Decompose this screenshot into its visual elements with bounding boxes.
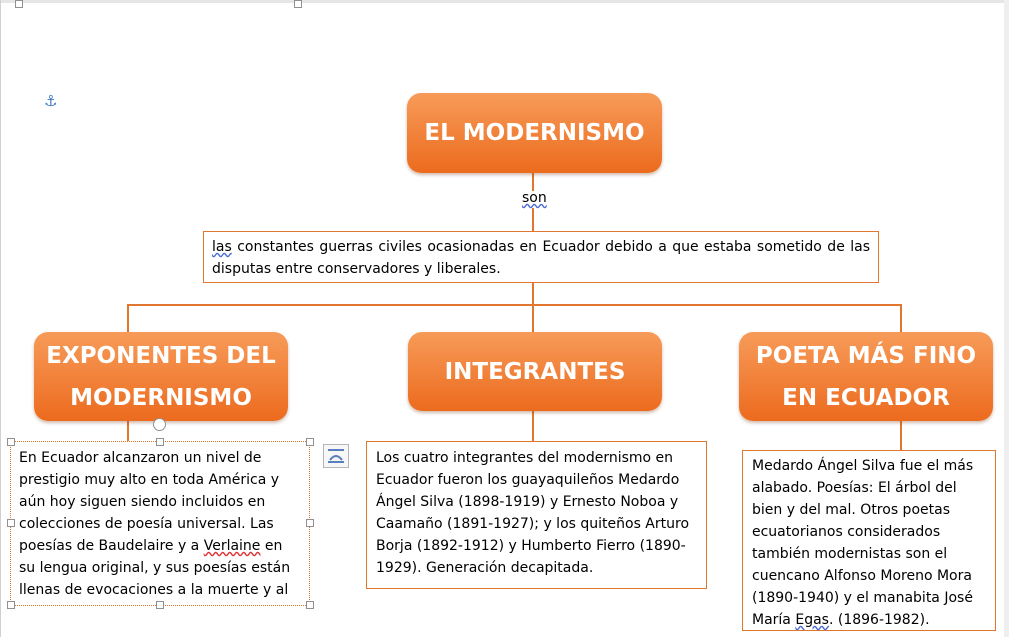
connector-horizontal: [127, 304, 902, 306]
exponentes-heading-line1: EXPONENTES DEL: [46, 342, 276, 369]
resize-handle-bottom-right[interactable]: [306, 601, 314, 609]
integrantes-box[interactable]: [408, 332, 662, 411]
connector-exponentes-text: [127, 420, 129, 441]
anchor-icon[interactable]: ⚓: [44, 92, 58, 110]
resize-handle-top-left[interactable]: [7, 438, 15, 446]
connector-to-exponentes: [127, 304, 129, 332]
definition-textbox[interactable]: [203, 231, 879, 283]
integrantes-heading: INTEGRANTES: [444, 358, 626, 385]
title-text: EL MODERNISMO: [424, 120, 645, 146]
poeta-heading-line2: EN ECUADOR: [782, 384, 950, 411]
connector-title-son: [532, 173, 534, 191]
poeta-heading-line1: POETA MÁS FINO: [755, 342, 977, 369]
exponentes-text-part2: en su lengua original, y sus poesías están llenas de evocaciones a la muerte y al: [19, 538, 291, 598]
page-top-edge: [0, 0, 1009, 3]
connector-integrantes-text: [532, 411, 534, 441]
connector-definition-branch: [532, 283, 534, 305]
rotate-handle-icon[interactable]: [153, 418, 166, 431]
poeta-box[interactable]: [739, 332, 993, 421]
ruler-corner-handle-right[interactable]: [294, 0, 302, 8]
definition-text: constantes guerras civiles ocasionadas en Ecuador debido a que estaba sometido de las disputas entre conservadores y liberales.: [212, 239, 870, 277]
connector-to-integrantes: [532, 304, 534, 332]
exponentes-heading-line2: MODERNISMO: [70, 384, 252, 411]
integrantes-textbox[interactable]: [366, 441, 707, 589]
definition-first-word: las: [212, 239, 232, 255]
exponentes-text-misspelled: Verlaine: [203, 538, 261, 554]
layout-options-icon[interactable]: [323, 444, 349, 468]
resize-handle-right[interactable]: [306, 519, 314, 527]
page-right-edge: [1004, 0, 1009, 637]
connector-poeta-text: [900, 421, 902, 450]
title-box[interactable]: [407, 93, 662, 173]
poeta-text-misspelled: Egas: [795, 612, 829, 628]
resize-handle-top-right[interactable]: [306, 438, 314, 446]
connector-to-poeta: [900, 304, 902, 332]
resize-handle-left[interactable]: [7, 519, 15, 527]
resize-handle-bottom[interactable]: [156, 601, 164, 609]
resize-handle-top[interactable]: [156, 438, 164, 446]
poeta-text-part2: . (1896-1982).: [828, 612, 930, 628]
exponentes-box[interactable]: [34, 332, 288, 421]
page-left-edge: [0, 0, 1, 637]
ruler-corner-handle-left[interactable]: [15, 0, 23, 8]
poeta-text-part1: Medardo Ángel Silva fue el más alabado. Poesías: El árbol del bien y del mal. Otros poetas ecuatorianos considerados también modernistas son el cuencano Alfonso Moreno Mora (1890-1940) y el manabita José María: [752, 458, 974, 628]
connector-son-definition: [532, 208, 534, 231]
exponentes-text-part1: En Ecuador alcanzaron un nivel de prestigio muy alto en toda América y aún hoy siguen siendo incluidos en colecciones de poesía universal. Las poesías de Baudelaire y a: [19, 450, 280, 554]
connector-label: son: [522, 190, 547, 206]
resize-handle-bottom-left[interactable]: [7, 601, 15, 609]
exponentes-textbox[interactable]: [10, 441, 310, 606]
poeta-textbox[interactable]: [742, 450, 996, 631]
integrantes-text: Los cuatro integrantes del modernismo en Ecuador fueron los guayaquileños Medardo Ángel Silva (1898-1919) y Ernesto Noboa y Caamaño (1891-1927); y los quiteños Arturo Borja (1892-1912) y Humberto Fierro (1890-1929). Generación decapitada.: [376, 450, 690, 576]
